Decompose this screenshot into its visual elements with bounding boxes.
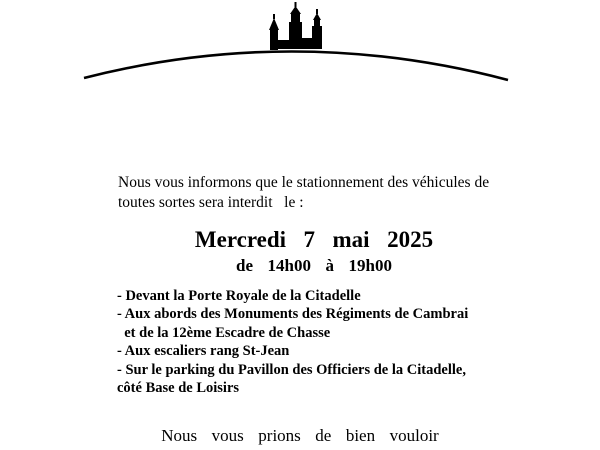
city-skyline-logo bbox=[0, 0, 600, 90]
location-item: - Aux escaliers rang St-Jean bbox=[117, 343, 290, 360]
closing-sentence: Nous vous prions de bien vouloir bbox=[161, 426, 439, 445]
location-item: et de la 12ème Escadre de Chasse bbox=[117, 324, 331, 341]
intro-paragraph bbox=[118, 173, 518, 213]
event-time-range: de 14h00 à 19h00 bbox=[236, 256, 392, 275]
belfry-icon bbox=[289, 2, 302, 49]
right-tower-icon bbox=[312, 9, 322, 49]
event-date: Mercredi 7 mai 2025 bbox=[194, 227, 434, 252]
location-item: - Aux abords des Monuments des Régiments de Cambrai bbox=[117, 306, 469, 323]
left-tower-icon bbox=[269, 14, 279, 50]
horizon-arc bbox=[84, 51, 508, 80]
intro-line: Nous vous informons que le stationnement des véhicules de bbox=[118, 174, 490, 191]
intro-line: toutes sortes sera interdit le : bbox=[118, 194, 304, 211]
location-item: côté Base de Loisirs bbox=[117, 380, 240, 397]
restricted-locations-list bbox=[117, 287, 587, 397]
location-item: - Devant la Porte Royale de la Citadelle bbox=[117, 288, 361, 304]
location-item: - Sur le parking du Pavillon des Officiers de la Citadelle, bbox=[117, 361, 466, 378]
